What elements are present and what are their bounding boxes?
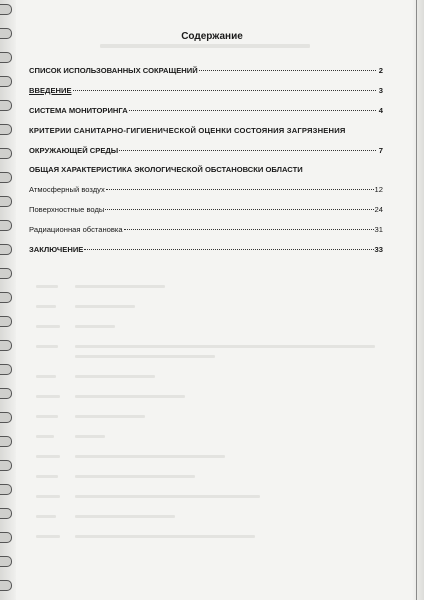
toc-entry-general-characteristics[interactable]: ОБЩАЯ ХАРАКТЕРИСТИКА ЭКОЛОГИЧЕСКОЙ ОБСТАНОВСКИ ОБЛАСТИ	[29, 165, 303, 174]
toc-entry-label: Радиационная обстановка	[29, 225, 123, 234]
toc-entry-criteria[interactable]	[29, 146, 383, 155]
binding-ring	[0, 460, 12, 471]
binding-ring	[0, 124, 12, 135]
binding-ring	[0, 196, 12, 207]
toc-leader-dots	[199, 70, 376, 71]
binding-ring	[0, 388, 12, 399]
binding-ring	[0, 292, 12, 303]
toc-page-number: 7	[378, 146, 383, 155]
toc-leader-dots	[106, 189, 374, 190]
binding-ring	[0, 436, 12, 447]
toc-entry-label: ВВЕДЕНИЕ	[29, 86, 72, 95]
toc-entry-abbreviations[interactable]	[29, 66, 383, 75]
binding-ring	[0, 4, 12, 15]
toc-entry-monitoring-system[interactable]	[29, 106, 383, 115]
binding-ring	[0, 220, 12, 231]
toc-page-number: 24	[374, 205, 383, 214]
toc-page-number: 31	[374, 225, 383, 234]
toc-entry-label: СПИСОК ИСПОЛЬЗОВАННЫХ СОКРАЩЕНИЙ	[29, 66, 198, 75]
spiral-binding	[0, 0, 16, 600]
toc-page-number: 3	[378, 86, 383, 95]
binding-ring	[0, 52, 12, 63]
toc-page-number: 4	[378, 106, 383, 115]
binding-ring	[0, 508, 12, 519]
toc-leader-dots	[129, 110, 376, 111]
binding-ring	[0, 340, 12, 351]
toc-page-number: 33	[374, 245, 383, 254]
binding-ring	[0, 244, 12, 255]
toc-entry-criteria-line1[interactable]: КРИТЕРИИ САНИТАРНО-ГИГИЕНИЧЕСКОЙ ОЦЕНКИ СОСТОЯНИЯ ЗАГРЯЗНЕНИЯ	[29, 126, 346, 135]
toc-entry-introduction[interactable]	[29, 86, 383, 95]
binding-ring	[0, 100, 12, 111]
toc-leader-dots	[73, 90, 376, 91]
toc-leader-dots	[119, 150, 376, 151]
toc-leader-dots	[124, 229, 374, 230]
binding-ring	[0, 484, 12, 495]
toc-entry-label: ЗАКЛЮЧЕНИЕ	[29, 245, 84, 254]
binding-ring	[0, 172, 12, 183]
binding-ring	[0, 580, 12, 591]
toc-entry-label: ОКРУЖАЮЩЕЙ СРЕДЫ	[29, 146, 119, 155]
toc-entry-label: Атмосферный воздух	[29, 185, 105, 194]
toc-entry-label: СИСТЕМА МОНИТОРИНГА	[29, 106, 128, 115]
binding-ring	[0, 268, 12, 279]
binding-ring	[0, 412, 12, 423]
toc-entry-atmospheric-air[interactable]	[29, 185, 383, 194]
binding-ring	[0, 316, 12, 327]
binding-ring	[0, 76, 12, 87]
binding-ring	[0, 148, 12, 159]
toc-entry-surface-waters[interactable]	[29, 205, 383, 214]
toc-page-number: 2	[378, 66, 383, 75]
toc-leader-dots	[84, 249, 373, 250]
toc-page-number: 12	[374, 185, 383, 194]
toc-entry-label: Поверхностные воды	[29, 205, 105, 214]
toc-leader-dots	[105, 209, 373, 210]
toc-entry-conclusion[interactable]	[29, 245, 383, 254]
page-title: Содержание	[181, 31, 243, 42]
binding-ring	[0, 556, 12, 567]
binding-ring	[0, 532, 12, 543]
toc-entry-radiation-situation[interactable]	[29, 225, 383, 234]
page-edge-shadow	[412, 0, 424, 600]
binding-ring	[0, 364, 12, 375]
